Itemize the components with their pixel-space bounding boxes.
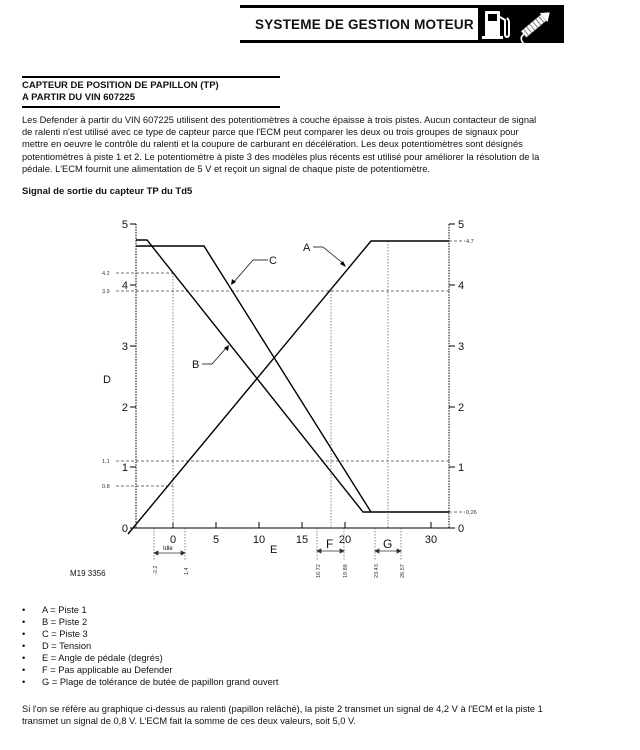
- figure-reference: M19 3356: [70, 569, 106, 578]
- intro-line: de ralenti n'est utilisé avec ce type de capteur parce que l'ECM peut comparer les deux ou trois groupes de signaux pour: [22, 127, 519, 138]
- svg-text:19.88: 19.88: [343, 564, 349, 578]
- svg-text:3.9: 3.9: [102, 289, 110, 295]
- section-rule-bottom: [22, 106, 280, 108]
- svg-text:0: 0: [169, 534, 177, 546]
- series-label-b: [192, 345, 229, 371]
- svg-text:5: 5: [458, 219, 465, 231]
- svg-text:23.43: 23.43: [374, 564, 380, 578]
- svg-text:3: 3: [121, 341, 128, 353]
- svg-text:Idle: Idle: [163, 546, 173, 552]
- x-axis-label: E: [270, 544, 278, 556]
- legend-item: • D = Tension: [22, 640, 278, 652]
- svg-text:0.8: 0.8: [102, 484, 110, 490]
- intro-line: Les Defender à partir du VIN 607225 utilisent des potentiomètres à couche épaisse à trois pistes. Aucun contacteur de signal: [22, 115, 537, 125]
- svg-text:4.2: 4.2: [102, 271, 110, 277]
- section-title: [22, 80, 219, 104]
- svg-text:1.1: 1.1: [102, 459, 110, 465]
- svg-text:0: 0: [121, 523, 128, 535]
- svg-text:A: A: [303, 242, 311, 254]
- reference-lines: [116, 241, 465, 512]
- range-arrows: [154, 549, 401, 555]
- intro-line: potentiomètres à piste 1 et 2. Le potentiomètre à piste 3 des modèles plus récents est utilisé pour améliorer la résolution de la: [22, 151, 540, 162]
- svg-text:0: 0: [458, 523, 465, 535]
- header-icon-panel: [478, 5, 564, 43]
- svg-text:G: G: [383, 537, 393, 551]
- svg-text:C: C: [269, 255, 277, 267]
- x-range-labels: [153, 564, 406, 578]
- svg-text:5: 5: [121, 219, 128, 231]
- svg-text:0.26: 0.26: [466, 510, 477, 516]
- svg-text:F: F: [326, 537, 334, 551]
- closing-paragraph: [22, 703, 602, 727]
- svg-text:3: 3: [458, 341, 465, 353]
- intro-line: mettre en oeuvre le contrôle du ralenti et la coupure de carburant en décélération. Les deux potentiomètres sont désignés: [22, 139, 523, 150]
- section-title-line2: A PARTIR DU VIN 607225: [22, 92, 135, 103]
- legend-item: • C = Piste 3: [22, 628, 278, 640]
- curve-a: [128, 241, 449, 534]
- svg-text:15: 15: [295, 534, 309, 546]
- axes: [130, 224, 455, 528]
- legend-item: • B = Piste 2: [22, 616, 278, 628]
- legend-item: • A = Piste 1: [22, 604, 278, 616]
- series-label-a: [303, 242, 346, 267]
- svg-text:2: 2: [458, 402, 465, 414]
- outro-line: Si l'on se réfère au graphique ci-dessus au ralenti (papillon relâché), la piste 2 transmet un signal de 4,2 V à l'ECM et la piste 1: [22, 704, 543, 714]
- page-header-title: SYSTEME DE GESTION MOTEUR: [255, 17, 474, 32]
- series-label-c: [231, 255, 277, 285]
- svg-text:4: 4: [458, 280, 465, 292]
- svg-text:20: 20: [338, 534, 352, 546]
- svg-text:4.7: 4.7: [466, 239, 474, 245]
- y-tick-labels-left: [122, 219, 128, 535]
- legend-item: • E = Angle de pédale (degrés): [22, 652, 278, 664]
- chart-title: Signal de sortie du capteur TP du Td5: [22, 186, 193, 197]
- legend-item: • F = Pas applicable au Defender: [22, 664, 278, 676]
- fuel-pump-icon: [482, 11, 509, 39]
- curve-b: [136, 240, 449, 512]
- y-tick-labels-right: [458, 219, 464, 535]
- svg-text:16.72: 16.72: [316, 564, 322, 578]
- curve-c: [136, 246, 371, 512]
- legend-list: [22, 604, 278, 688]
- y-axis-label: D: [103, 374, 111, 386]
- intro-paragraph: [22, 114, 582, 175]
- intro-line: pédale. L'ECM fournit une alimentation de 5 V et reçoit un signal de chaque piste de potentiomètre.: [22, 163, 430, 174]
- tp-sensor-chart: [0, 200, 640, 580]
- svg-text:30: 30: [424, 534, 438, 546]
- svg-text:2: 2: [121, 402, 128, 414]
- injector-icon: [515, 8, 557, 43]
- outro-line: transmet un signal de 0,8 V. L'ECM fait la somme de ces deux valeurs, soit 5,0 V.: [22, 716, 356, 727]
- section-rule-top: [22, 76, 280, 78]
- x-tick-labels: [170, 534, 437, 546]
- svg-text:5: 5: [212, 534, 220, 546]
- svg-text:4: 4: [121, 280, 128, 292]
- section-title-line1: CAPTEUR DE POSITION DE PAPILLON (TP): [22, 80, 219, 91]
- svg-text:26.57: 26.57: [400, 564, 406, 578]
- svg-text:1: 1: [121, 462, 128, 474]
- svg-text:-2.2: -2.2: [153, 565, 159, 575]
- svg-text:1: 1: [458, 462, 465, 474]
- svg-text:1.4: 1.4: [184, 567, 190, 575]
- reference-labels: [102, 239, 477, 516]
- series-curves: [128, 240, 449, 534]
- legend-item: • G = Plage de tolérance de butée de papillon grand ouvert: [22, 676, 278, 688]
- range-labels: [163, 537, 392, 552]
- svg-text:B: B: [192, 359, 200, 371]
- svg-text:10: 10: [252, 534, 266, 546]
